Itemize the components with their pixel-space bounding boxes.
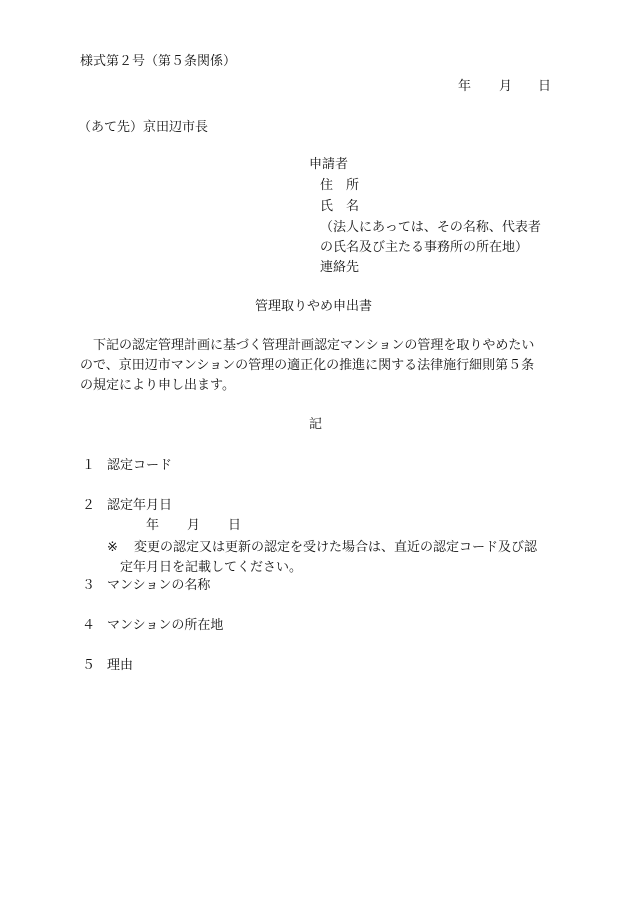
item-number: ４	[82, 618, 96, 633]
item-label: マンションの所在地	[107, 618, 224, 633]
applicant-heading: 申請者	[309, 157, 349, 172]
addressee: （あて先）京田辺市長	[78, 120, 209, 135]
date-day: 日	[538, 79, 552, 94]
item-number: １	[82, 458, 96, 473]
item-label: 理由	[107, 658, 134, 673]
item2-note-line2: 定年月日を記載してください。	[120, 560, 303, 575]
applicant-name-label: 氏 名	[320, 199, 360, 214]
item-number: ５	[82, 658, 96, 673]
item2-date-year: 年	[146, 518, 160, 533]
body-line-1: 下記の認定管理計画に基づく管理計画認定マンションの管理を取りやめたい	[93, 338, 535, 353]
item-number: ２	[82, 498, 96, 513]
note-mark-icon: ※	[107, 540, 118, 555]
item-number: ３	[82, 578, 96, 593]
date-month: 月	[499, 79, 513, 94]
applicant-note-line2: の氏名及び主たる事務所の所在地）	[320, 240, 529, 255]
item-label: 認定コード	[107, 458, 173, 473]
item2-date-day: 日	[228, 518, 242, 533]
item-label: 認定年月日	[107, 498, 173, 513]
applicant-address-label: 住 所	[320, 178, 360, 193]
applicant-note-line1: （法人にあっては、その名称、代表者	[320, 220, 541, 235]
ki-heading: 記	[309, 417, 323, 432]
item-label: マンションの名称	[107, 578, 211, 593]
item2-date-month: 月	[187, 518, 201, 533]
date-year: 年	[458, 79, 472, 94]
body-line-2: ので、京田辺市マンションの管理の適正化の推進に関する法律施行細則第５条	[80, 358, 535, 373]
body-line-3: の規定により申し出ます。	[80, 378, 235, 393]
document-title: 管理取りやめ申出書	[255, 299, 373, 314]
item2-note-line1: 変更の認定又は更新の認定を受けた場合は、直近の認定コード及び認	[134, 540, 538, 555]
applicant-contact-label: 連絡先	[320, 260, 360, 275]
form-number: 様式第２号（第５条関係）	[80, 54, 237, 69]
